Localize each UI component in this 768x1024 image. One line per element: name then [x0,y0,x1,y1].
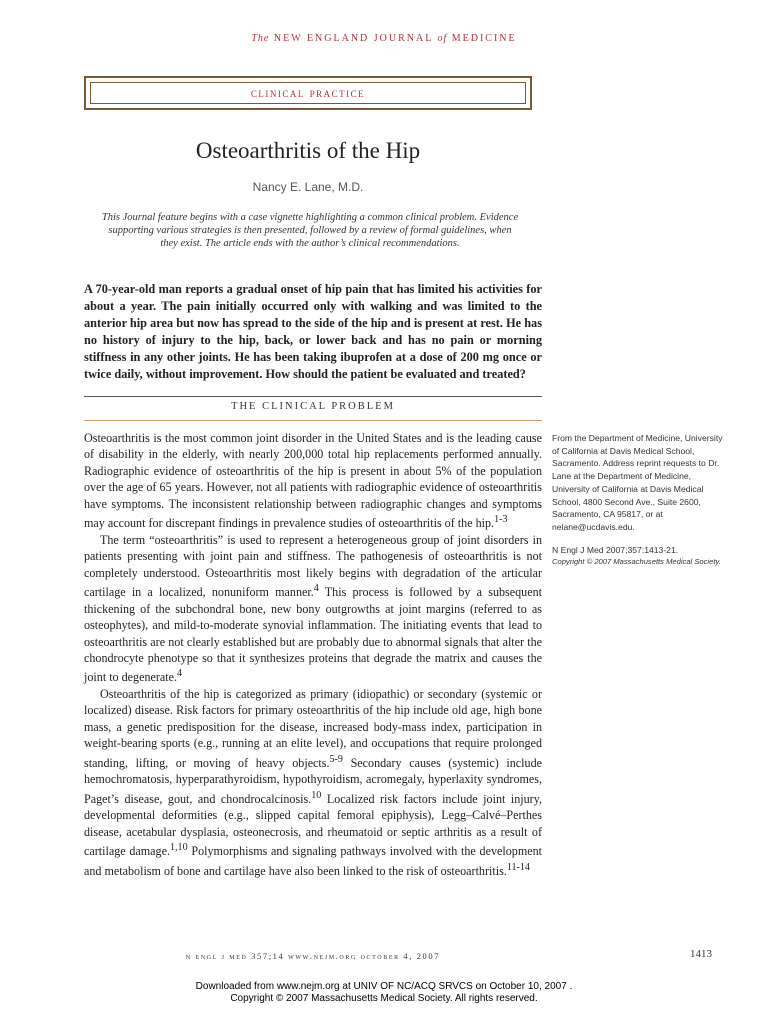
reference-marker: 11-14 [506,861,530,873]
page-number: 1413 [690,948,712,960]
section-banner [84,76,532,110]
running-head [0,33,768,44]
reference-marker: 5-9 [329,753,343,765]
running-head-journal: NEW ENGLAND JOURNAL [273,33,433,44]
case-vignette: A 70-year-old man reports a gradual onset of hip pain that has limited his activities for about a year. The pain initially occurred only with walking and was limited to the anterior hip area but now has spread to the side of the hip and is present at rest. He has no history of injury to the hip, back, or lower back and has no pain or morning stiffness in any other joints. He has been taking ibuprofen at a dose of 200 mg once or twice daily, without improvement. How should the patient be evaluated and treated? [84,282,542,381]
reference-marker: 4 [177,668,183,680]
journal-citation: N Engl J Med 2007;357:1413-21. [552,544,679,555]
feature-note: This Journal feature begins with a case vignette highlighting a common clinical problem. Evidence supporting various strategies is then presented, followed by a review of formal guidelines, when they exist. The article ends with the author’s clinical recommendations. [101,212,519,249]
running-head-prefix: The [251,33,270,44]
section-heading: THE CLINICAL PROBLEM [231,401,395,412]
running-head-of: of [437,33,448,44]
copyright-notice: Copyright © 2007 Massachusetts Medical Society. [552,557,721,567]
body-paragraph-1: Osteoarthritis is the most common joint disorder in the United States and is the leading cause of disability in the elderly, with nearly 200,000 total hip replacements performed annually. Radiographic evidence of osteoarthritis of the hip is present in about 5% of the population over the age of 65 years. However, not all patients with radiographic evidence of osteoarthritis have symptoms. The inconsistent relationship between radiographic changes and symptoms may account for discrepant findings in prevalence studies of osteoarthritis of the hip.$^{1-3}$ [84,431,542,531]
reference-marker: 4 [313,583,319,595]
download-copyright: Copyright © 2007 Massachusetts Medical Society. All rights reserved. [230,993,538,1004]
section-rule-top [84,396,542,397]
sidebar-notes [552,432,730,567]
article-body [84,430,542,879]
page-footer: n engl j med 357;14 www.nejm.org october 4, 2007 [185,951,441,961]
section-rule-bottom [84,420,542,421]
article-title: Osteoarthritis of the Hip [195,138,421,163]
reference-marker: 1,10 [170,842,188,854]
body-paragraph-3: Osteoarthritis of the hip is categorized as primary (idiopathic) or secondary (systemic or localized) disease. Risk factors for primary osteoarthritis of the hip include old age, high bone mass, a genetic predisposition for the disease, increased body-mass index, participation in weight-bearing sports (e.g., running at an elite level), and occupations that require prolonged standing, lifting, or moving of heavy objects.$^{5-9}$ Secondary causes (systemic) include hemochromatosis, hyperparathyroidism, hypothyroidism, acromegaly, hyperlaxity syndromes, Paget’s disease, gout, and chondrocalcinosis.$^{10}$ Localized risk factors include joint injury, developmental deformities (e.g., slipped capital femoral epiphysis), Legg–Calvé–Perthes disease, acetabular dysplasia, osteonecrosis, and rheumatoid or septic arthritis as a result of cartilage damage.$^{1,10}$ Polymorphisms and signaling pathways involved with the development and metabolism of bone and cartilage have also been linked to the risk of osteoarthritis.$^{11-14}$ [84,686,542,878]
running-head-medicine: MEDICINE [451,33,517,44]
download-line: Downloaded from www.nejm.org at UNIV OF NC/ACQ SRVCS on October 10, 2007 . [195,981,573,992]
reference-marker: 1-3 [494,514,508,526]
author-affiliation: From the Department of Medicine, University of California at Davis Medical School, Sacramento. Address reprint requests to Dr. Lane at the Department of Medicine, University of California at Davis Medical School, 4800 Second Ave., Suite 2600, Sacramento, CA 95817, or at nelane@ucdavis.edu. [552,433,723,532]
reference-marker: 10 [311,789,322,801]
body-paragraph-2: The term “osteoarthritis” is used to represent a heterogeneous group of joint disorders in patients presenting with joint pain and stiffness. The pathogenesis of osteoarthritis is not completely understood. Osteoarthritis most likely begins with degradation of the articular cartilage in a localized, nonuniform manner.$^4$ This process is followed by a subsequent thickening of the subchondral bone, new bony outgrowths at joint margins (referred to as osteophytes), and mild-to-moderate synovial inflammation. The initiating events that lead to osteoarthritis are not clearly established but are probably due to abnormal signals that alter the chondrocyte phenotype so that it synthesizes proteins that degrade the matrix and causes the joint to degenerate.$^4$ [84,532,542,685]
download-notice [0,981,768,1005]
author-byline: Nancy E. Lane, M.D. [252,180,364,194]
section-label: clinical practice [250,85,366,100]
